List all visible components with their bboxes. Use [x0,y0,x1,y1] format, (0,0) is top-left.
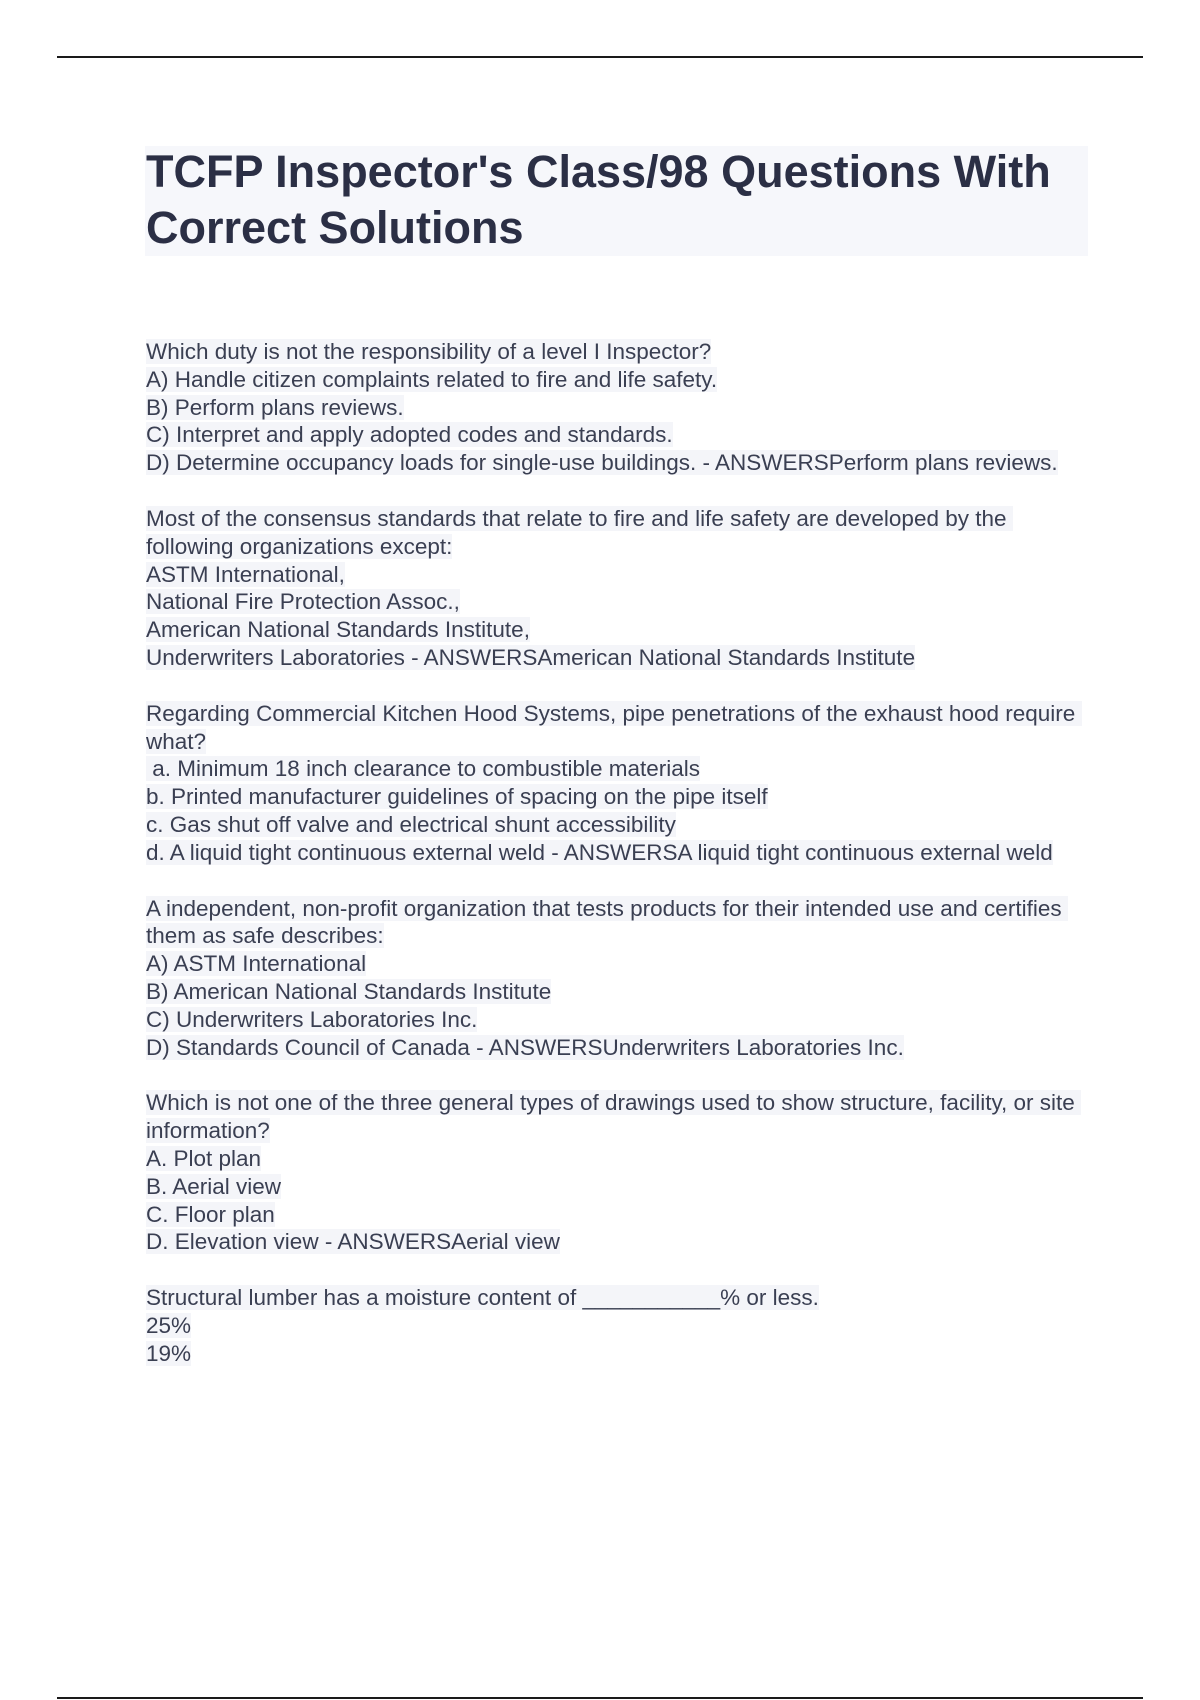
answer-option: A) Handle citizen complaints related to fire and life safety. [146,366,718,392]
answer-option: C. Floor plan [146,1201,275,1227]
answer-option: B. Aerial view [146,1173,282,1199]
question-text: Which is not one of the three general types of drawings used to show structure, facility, or site information? [146,1090,1082,1144]
question-text: Most of the consensus standards that relate to fire and life safety are developed by the following organizations except: [146,505,1013,559]
answer-option-with-solution: Underwriters Laboratories - ANSWERSAmerican National Standards Institute [146,644,916,670]
question-block-3 [146,700,1081,867]
question-text: Regarding Commercial Kitchen Hood Systems, pipe penetrations of the exhaust hood require what? [146,700,1082,754]
question-block-5 [146,1089,1081,1256]
question-text: Which duty is not the responsibility of a level I Inspector? [146,339,712,364]
question-text: Structural lumber has a moisture content of ___________% or less. [146,1285,819,1311]
question-text: A independent, non-profit organization that tests products for their intended use and certifies them as safe describes: [146,895,1068,949]
answer-option: National Fire Protection Assoc., [146,589,460,615]
answer-option: 19% [146,1340,192,1366]
answer-option: ASTM International, [146,561,345,587]
answer-option: C) Interpret and apply adopted codes and standards. [146,422,673,448]
answer-option: b. Printed manufacturer guidelines of spacing on the pipe itself [146,784,768,810]
question-block-2 [146,505,1081,672]
answer-option: B) Perform plans reviews. [146,394,404,420]
question-list [146,338,1081,1396]
answer-option: A. Plot plan [146,1145,262,1171]
answer-option: c. Gas shut off valve and electrical shunt accessibility [146,811,676,837]
answer-option-with-solution: D) Determine occupancy loads for single-use buildings. - ANSWERSPerform plans reviews. [146,450,1058,476]
answer-option-with-solution: D) Standards Council of Canada - ANSWERSUnderwriters Laboratories Inc. [146,1034,904,1060]
answer-option: A) ASTM International [146,951,367,977]
answer-option-with-solution: D. Elevation view - ANSWERSAerial view [146,1229,560,1255]
top-rule [57,56,1143,58]
answer-option: B) American National Standards Institute [146,978,552,1004]
question-block-4 [146,895,1081,1062]
question-block-1 [146,338,1081,477]
bottom-rule [57,1697,1143,1699]
answer-option: C) Underwriters Laboratories Inc. [146,1006,478,1032]
answer-option: 25% [146,1312,192,1338]
document-title: TCFP Inspector's Class/98 Questions With Correct Solutions [146,146,1051,253]
answer-option-with-solution: d. A liquid tight continuous external weld - ANSWERSA liquid tight continuous external weld [146,839,1053,865]
answer-option: American National Standards Institute, [146,617,530,643]
answer-option: a. Minimum 18 inch clearance to combustible materials [146,756,700,782]
question-block-6 [146,1284,1081,1367]
